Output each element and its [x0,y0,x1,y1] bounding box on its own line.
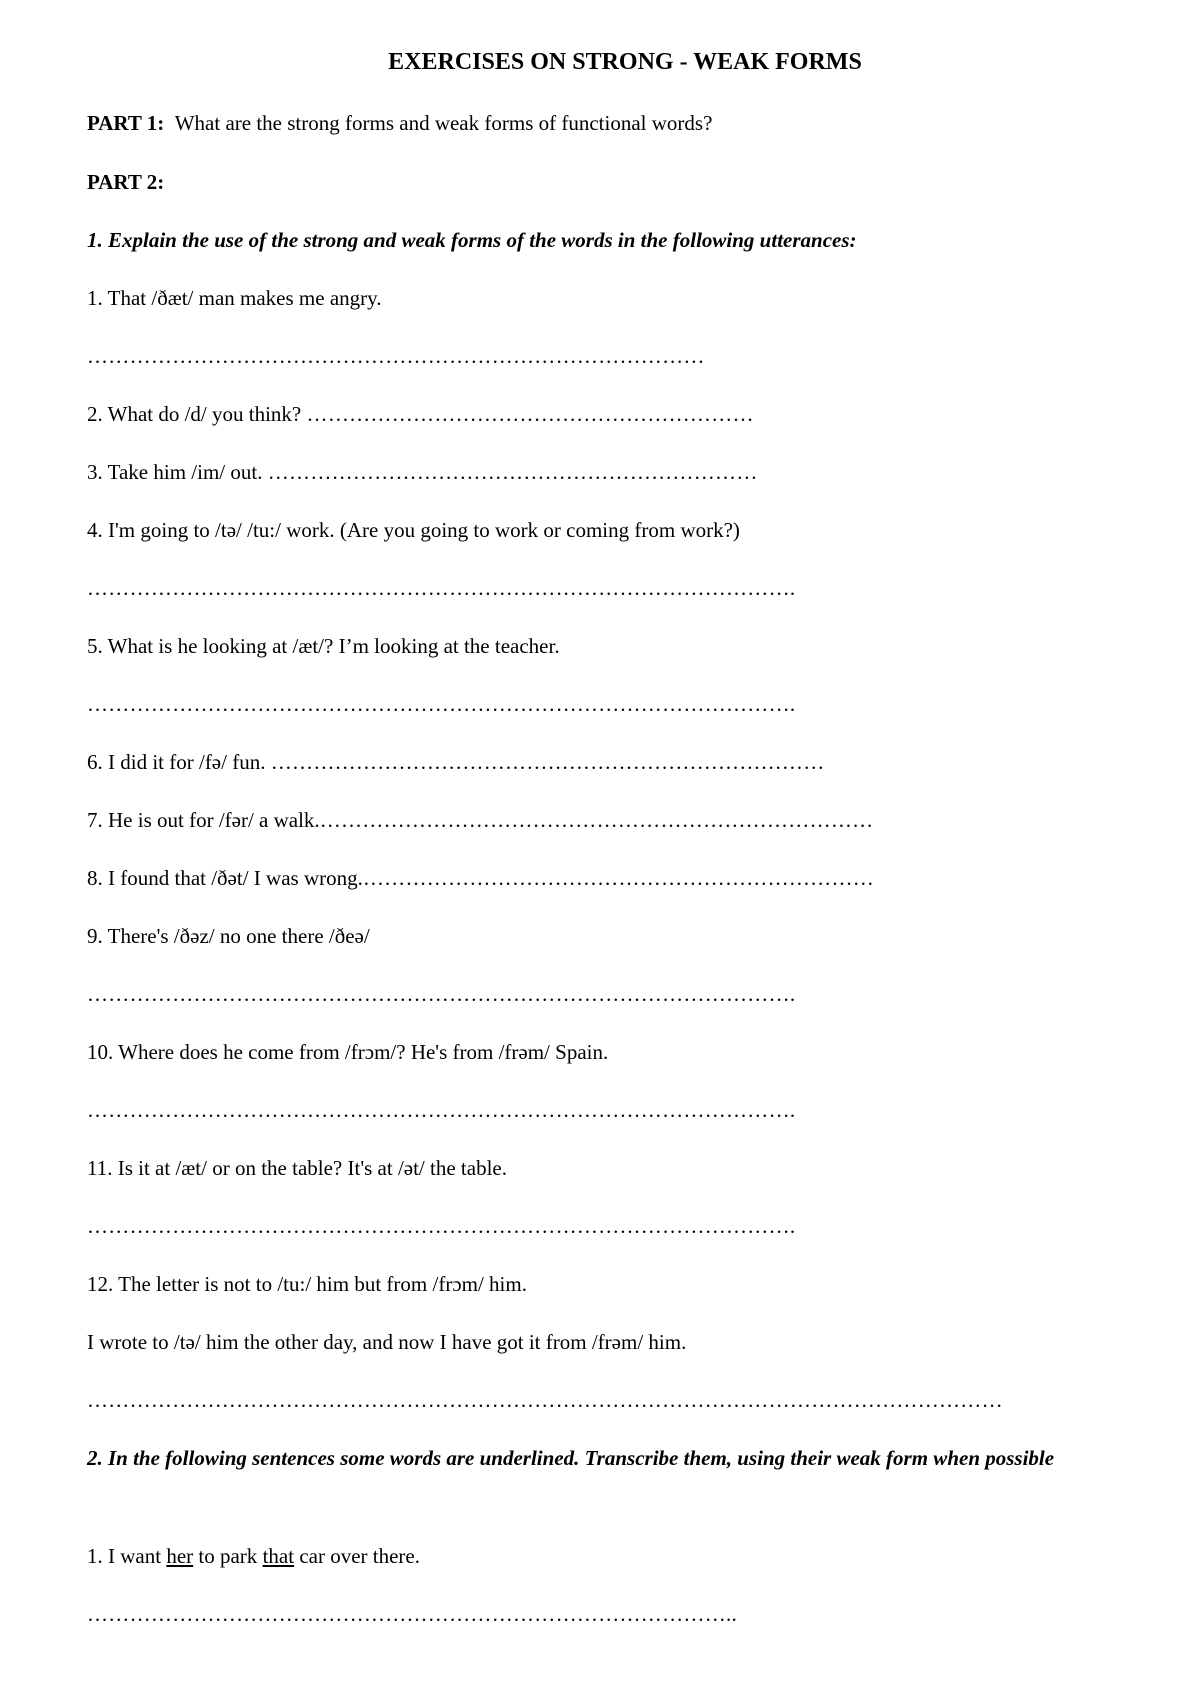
part1-line [87,113,712,134]
answer-line-5: ………………………………………………………………………………………. [87,692,796,716]
item-7-text: 7. He is out for /fər/ a walk. [87,808,320,832]
item-2 [87,404,754,425]
item-12-line-1: 12. The letter is not to /tu:/ him but from /frɔm/ him. [87,1272,527,1296]
item-5: 5. What is he looking at /æt/? I’m looking at the teacher. [87,634,560,658]
answer-line-6: …………………………………………………………………… [270,750,825,774]
part1-question: What are the strong forms and weak forms of functional words? [174,111,713,135]
item-12-line-2: I wrote to /tə/ him the other day, and now I have got it from /frəm/ him. [87,1330,687,1354]
item-3 [87,462,758,483]
item-9: 9. There's /ðəz/ no one there /ðeə/ [87,924,370,948]
section2-heading: 2. In the following sentences some words are underlined. Transcribe them, using their weak form when possible [87,1446,1055,1470]
answer-line-1: …………………………………………………………………………… [87,344,705,368]
item-4: 4. I'm going to /tə/ /tu:/ work. (Are you going to work or coming from work?) [87,518,740,542]
item-11: 11. Is it at /æt/ or on the table? It's at /ət/ the table. [87,1156,507,1180]
item-2-text: 2. What do /d/ you think? [87,402,302,426]
part2-label: PART 2: [87,170,165,194]
item-1: 1. That /ðæt/ man makes me angry. [87,286,382,310]
s2-item-1-part-1: 1. I want [87,1544,167,1568]
answer-line-12: ………………………………………………………………………………………………………………… [87,1388,1003,1412]
answer-line-10: ………………………………………………………………………………………. [87,1098,796,1122]
item-3-text: 3. Take him /im/ out. [87,460,263,484]
answer-line-3: …………………………………………………………… [267,460,758,484]
answer-line-9: ………………………………………………………………………………………. [87,982,796,1006]
item-8 [87,868,874,889]
answer-line-11: ………………………………………………………………………………………. [87,1214,796,1238]
item-8-text: 8. I found that /ðət/ I was wrong. [87,866,363,890]
s2-item-1 [87,1546,420,1567]
answer-line-8: ……………………………………………………………… [362,866,875,890]
item-6 [87,752,825,773]
underlined-word-that: that [262,1544,295,1568]
item-10: 10. Where does he come from /frɔm/? He's from /frəm/ Spain. [87,1040,609,1064]
answer-line-7: …………………………………………………………………… [319,808,874,832]
s2-answer-line-1: ……………………………………………………………………………….. [87,1602,738,1626]
page-title: EXERCISES ON STRONG - WEAK FORMS [388,49,862,75]
item-7 [87,810,874,831]
part1-label: PART 1: [87,111,165,135]
section1-heading: 1. Explain the use of the strong and weak forms of the words in the following utterances: [87,228,857,252]
answer-line-2: ……………………………………………………… [306,402,754,426]
s2-item-1-part-3: car over there. [294,1544,420,1568]
item-6-text: 6. I did it for /fə/ fun. [87,750,266,774]
s2-item-1-part-2: to park [193,1544,263,1568]
answer-line-4: ………………………………………………………………………………………. [87,576,796,600]
underlined-word-her: her [166,1544,194,1568]
